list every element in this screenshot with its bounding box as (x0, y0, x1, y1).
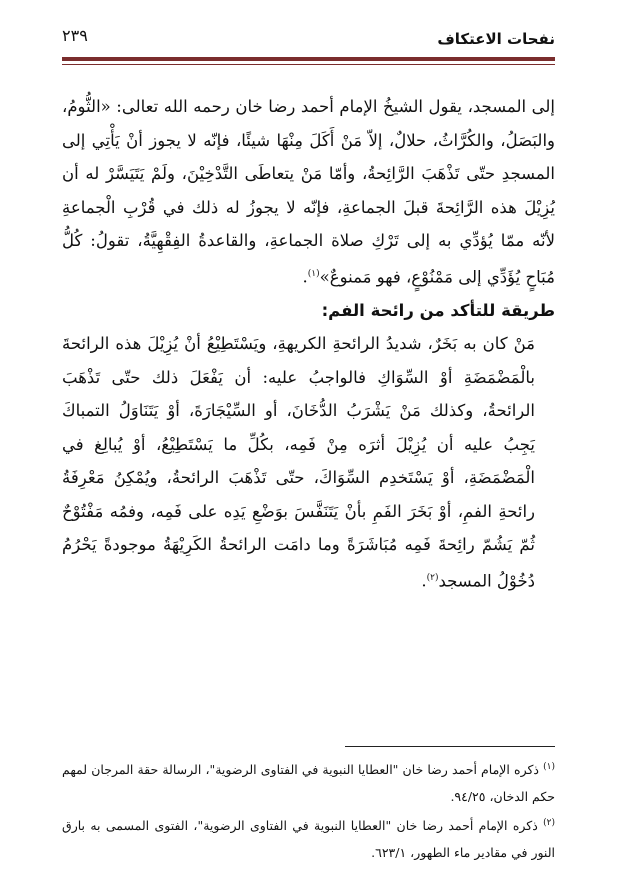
paragraph (62, 90, 555, 294)
footnote-reference: (٢) (426, 572, 439, 583)
footnotes (62, 754, 555, 866)
paragraph-end: . (421, 571, 427, 590)
main-text (62, 90, 555, 598)
paragraph-end: . (302, 267, 308, 286)
header-rule-thick (62, 57, 555, 61)
paragraph-text: إلى المسجد، يقول الشيخُ الإمام أحمد رضا خان رحمه الله تعالى: «الثُّومُ، والبَصَلُ، والكُرَّاثُ، حلالٌ، إلاّ مَنْ أَكَلَ مِنْهَا شيئًا، فإنّه لا يجوز أنْ يَأْتِي إلى المسجدِ حتّى تَذْهَبَ الرَّائِحةُ، وأمّا مَنْ يتعاطَى التَّدْخِيْنَ، ولَمْ يَتَيَسَّرْ له أن يُزِيْلَ هذه الرَّائِحةَ قبلَ الجماعةِ، فإنّه لا يجوزُ له ذلك في قُرْبِ الْجماعةِ لأنّه ممّا يُؤدِّي به إلى تَرْكِ صلاة الجماعةِ، والقاعدةُ الفِقْهِيَّةُ، تقولُ: كُلُّ مُبَاحٍ يُؤَدِّي إلى مَمْنُوْعٍ، فهو مَمنوعٌ» (62, 97, 555, 286)
footnote-text: ذكره الإمام أحمد رضا خان "العطايا النبوية في الفتاوى الرضوية"، الفتوى المسمى به بارق النور في مقادير ماء الطهور، ٦٢٣/١. (62, 818, 555, 861)
footnote-divider (345, 746, 555, 747)
book-title: نفحات الاعتكاف (437, 30, 555, 48)
footnote-reference: (١) (307, 268, 320, 279)
paragraph-text: مَنْ كان به بَخَرٌ، شديدُ الرائحةِ الكريهةِ، ويَسْتَطِيْعُ أنْ يُزِيْلَ هذه الرائحةَ بالْمَضْمَضَةِ أوْ السِّوَاكِ فالواجبُ عليه: أن يَفْعَلَ ذلك حتّى تَذْهَبَ الرائحةُ، وكذلك مَنْ يَشْرَبُ الدُّخَانَ، أو السِّيْجَارَةَ، أوْ يَتَنَاوَلُ التمباكَ يَجِبُ عليه أن يُزِيْلَ أثرَه مِنْ فَمِه، بكُلِّ ما يَسْتَطِيْعُ، أوْ يُبالِغ في الْمَضْمَضَةِ، أوْ يَسْتَخدِم السِّوَاكَ، حتّى تَذْهَبَ الرائحةُ، ويُمْكِنُ مَعْرِفَةُ رائحةِ الفمِ، أوْ بَخَرَ الفَمِ بأنْ يَتَنَفَّسَ بوَضْعِ يَدِه على فَمِه، وفمُه مَفْتُوْحٌ ثُمّ يَشُمّ رائِحةَ فَمِه مُبَاشَرَةً وما دامَت الرائحةُ الكَرِيْهَةُ موجودةً يَحْرُمُ دُخُوْلُ المسجد (62, 334, 535, 590)
footnote (62, 810, 555, 866)
footnote-marker: (٢) (543, 818, 555, 829)
footnote-marker: (١) (543, 762, 555, 772)
section-heading: طريقة للتأكد من رائحة الفم: (321, 300, 555, 320)
footnote-text: ذكره الإمام أحمد رضا خان "العطايا النبوية في الفتاوى الرضوية"، الرسالة حقة المرجان لمهم حكم الدخان، ٩٤/٢٥. (62, 762, 555, 805)
page-number: ٢٣٩ (62, 26, 88, 45)
footnote (62, 754, 555, 810)
header-rule-thin (62, 64, 555, 65)
paragraph (62, 327, 555, 598)
running-header (62, 20, 555, 54)
